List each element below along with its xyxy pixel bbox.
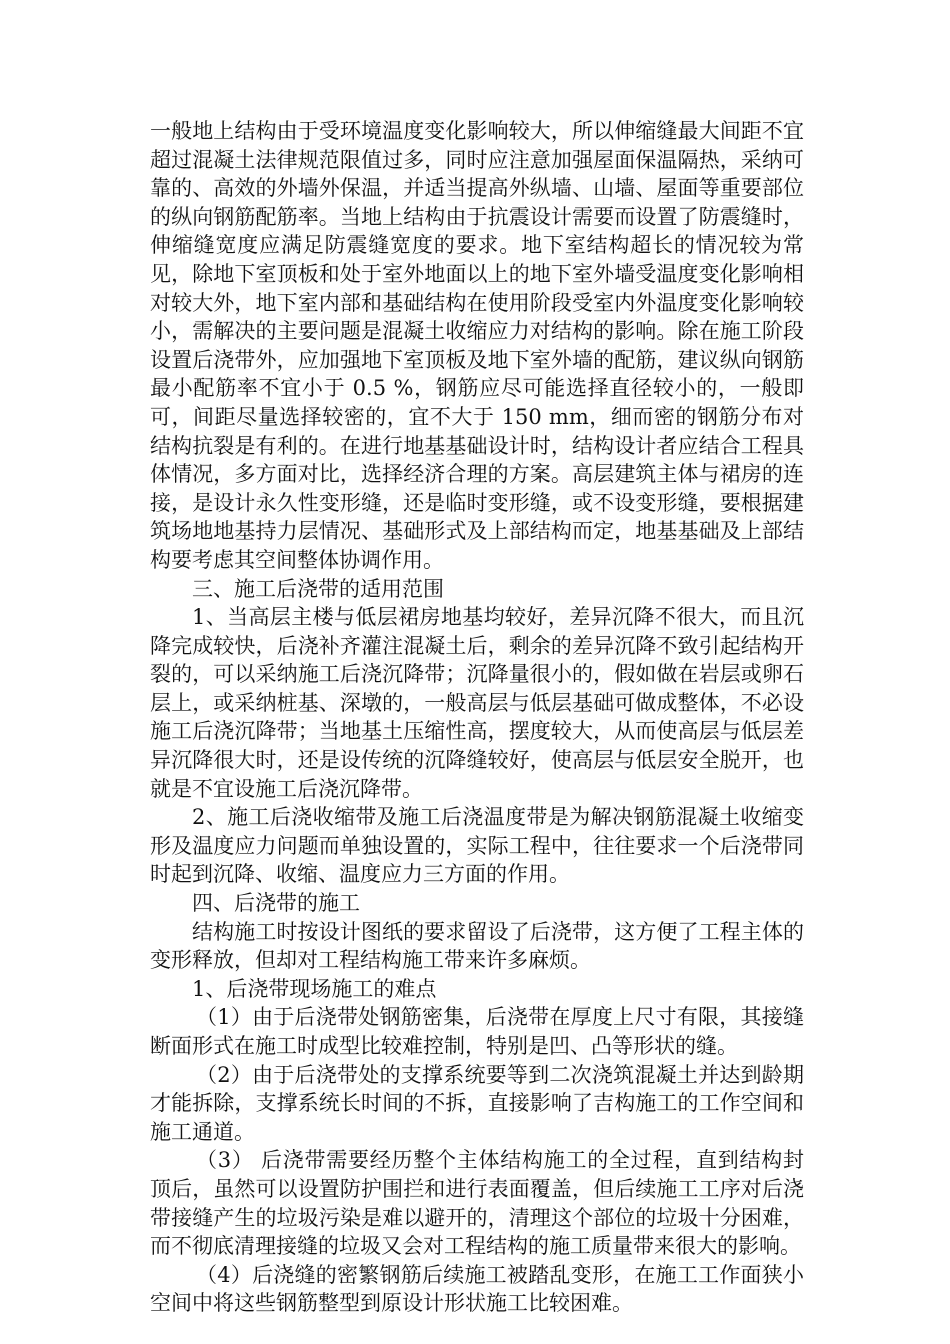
- paragraph-structure-design: 一般地上结构由于受环境温度变化影响较大，所以伸缩缝最大间距不宜超过混凝土法律规范限值过多，同时应注意加强屋面保温隔热，采纳可靠的、高效的外墙外保温，并适当提高外纵墙、山墙、屋面等重要部位的纵向钢筋配筋率。当地上结构由于抗震设计需要而设置了防震缝时，伸缩缝宽度应满足防震缝宽度的要求。地下室结构超长的情况较为常见，除地下室顶板和处于室外地面以上的地下室外墙受温度变化影响相对较大外，地下室内部和基础结构在使用阶段受室内外温度变化影响较小，需解决的主要问题是混凝土收缩应力对结构的影响。除在施工阶段设置后浇带外，应加强地下室顶板及地下室外墙的配筋，建议纵向钢筋最小配筋率不宜小于 0.5 %，钢筋应尽可能选择直径较小的，一般即可，间距尽量选择较密的，宜不大于 150 mm，细而密的钢筋分布对结构抗裂是有利的。在进行地基基础设计时，结构设计者应结合工程具体情况，多方面对比，选择经济合理的方案。高层建筑主体与裙房的连接，是设计永久性变形缝，还是临时变形缝，或不设变形缝，要根据建筑场地地基持力层情况、基础形式及上部结构而定，地基基础及上部结构要考虑其空间整体协调作用。: [150, 119, 804, 572]
- heading-section-3: 三、施工后浇带的适用范围: [192, 576, 444, 601]
- heading-difficulties: 1、后浇带现场施工的难点: [192, 976, 437, 1001]
- paragraph-difficulty-1: （1）由于后浇带处钢筋密集，后浇带在厚度上尺寸有限，其接缝断面形式在施工时成型比较难控制，特别是凹、凸等形状的缝。: [150, 1005, 804, 1058]
- heading-section-4: 四、后浇带的施工: [192, 891, 360, 916]
- paragraph-difficulty-3: （3） 后浇带需要经历整个主体结构施工的全过程，直到结构封顶后，虽然可以设置防护围拦和进行表面覆盖，但后续施工工序对后浇带接缝产生的垃圾污染是难以避开的，清理这个部位的垃圾十分困难，而不彻底清理接缝的垃圾又会对工程结构的施工质量带来很大的影响。: [150, 1148, 804, 1259]
- paragraph-difficulty-4: （4）后浇缝的密繁钢筋后续施工被踏乱变形，在施工工作面狭小空间中将这些钢筋整型到原设计形状施工比较困难。: [150, 1262, 804, 1316]
- document-body: [150, 117, 804, 1318]
- paragraph-item-1: 1、当高层主楼与低层裙房地基均较好，差异沉降不很大，而且沉降完成较快，后浇补齐灌注混凝土后，剩余的差异沉降不致引起结构开裂的，可以采纳施工后浇沉降带；沉降量很小的，假如做在岩层或卵石层上，或采纳桩基、深墩的，一般高层与低层基础可做成整体，不必设施工后浇沉降带；当地基土压缩性高，摆度较大，从而使高层与低层差异沉降很大时，还是设传统的沉降缝较好，使高层与低层安全脱开，也就是不宜设施工后浇沉降带。: [150, 605, 804, 801]
- paragraph-difficulty-2: （2）由于后浇带处的支撑系统要等到二次浇筑混凝土并达到龄期才能拆除，支撑系统长时间的不拆，直接影响了吉构施工的工作空间和施工通道。: [150, 1062, 804, 1144]
- paragraph-construction-intro: 结构施工时按设计图纸的要求留设了后浇带，这方便了工程主体的变形释放，但却对工程结构施工带来许多麻烦。: [150, 919, 804, 973]
- paragraph-item-2: 2、施工后浇收缩带及施工后浇温度带是为解决钢筋混凝土收缩变形及温度应力问题而单独设置的，实际工程中，往往要求一个后浇带同时起到沉降、收缩、温度应力三方面的作用。: [150, 805, 804, 887]
